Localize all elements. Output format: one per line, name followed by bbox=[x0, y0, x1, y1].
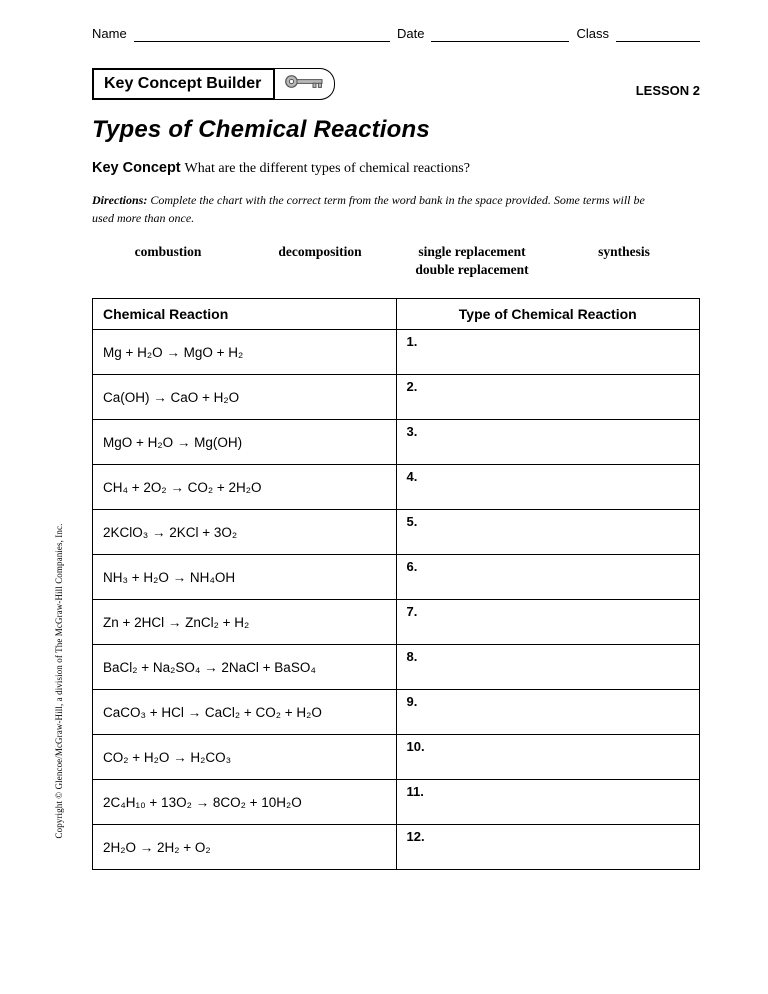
column-header-chemical-reaction: Chemical Reaction bbox=[93, 299, 397, 330]
reaction-table bbox=[92, 298, 700, 870]
column-header-type-of-reaction: Type of Chemical Reaction bbox=[396, 299, 700, 330]
word-bank-term-single-replacement: single replacement bbox=[418, 244, 526, 259]
reaction-formula: Mg + H₂O → MgO + H₂ bbox=[93, 330, 397, 375]
table-row bbox=[93, 825, 700, 870]
table-row bbox=[93, 420, 700, 465]
reaction-formula: 2C₄H₁₀ + 13O₂ → 8CO₂ + 10H₂O bbox=[93, 780, 397, 825]
date-label: Date bbox=[397, 26, 425, 41]
row-number: 1. bbox=[406, 334, 418, 350]
row-number: 9. bbox=[406, 694, 418, 710]
answer-cell bbox=[396, 375, 700, 420]
key-concept-question: What are the different types of chemical reactions? bbox=[184, 161, 470, 176]
date-blank-line bbox=[431, 27, 569, 42]
key-concept-builder-title: Key Concept Builder bbox=[104, 75, 262, 92]
page-title: Types of Chemical Reactions bbox=[92, 116, 430, 143]
class-label: Class bbox=[576, 26, 609, 41]
row-number: 3. bbox=[406, 424, 418, 440]
answer-cell bbox=[396, 510, 700, 555]
reaction-formula: Ca(OH) → CaO + H₂O bbox=[93, 375, 397, 420]
row-number: 11. bbox=[406, 784, 424, 800]
table-row bbox=[93, 690, 700, 735]
table-row bbox=[93, 600, 700, 645]
directions bbox=[92, 191, 664, 227]
table-row bbox=[93, 645, 700, 690]
answer-cell bbox=[396, 780, 700, 825]
lesson-badge: LESSON 2 bbox=[635, 83, 700, 98]
name-label: Name bbox=[92, 26, 127, 41]
answer-cell bbox=[396, 420, 700, 465]
name-blank-line bbox=[134, 27, 390, 42]
key-concept-line bbox=[92, 159, 700, 177]
copyright-notice: Copyright © Glencoe/McGraw-Hill, a division of The McGraw-Hill Companies, Inc. bbox=[54, 523, 64, 839]
reaction-formula: 2H₂O → 2H₂ + O₂ bbox=[93, 825, 397, 870]
word-bank-term-decomposition: decomposition bbox=[278, 244, 362, 259]
row-number: 10. bbox=[406, 739, 425, 755]
reaction-table-body bbox=[93, 330, 700, 870]
reaction-formula: 2KClO₃ → 2KCl + 3O₂ bbox=[93, 510, 397, 555]
answer-cell bbox=[396, 825, 700, 870]
key-concept-label: Key Concept bbox=[92, 160, 181, 176]
row-number: 12. bbox=[406, 829, 425, 845]
reaction-formula: CaCO₃ + HCl → CaCl₂ + CO₂ + H₂O bbox=[93, 690, 397, 735]
directions-text: Complete the chart with the correct term from the word bank in the space provided. Some terms will be used more than once. bbox=[92, 193, 645, 225]
table-header-row bbox=[93, 299, 700, 330]
word-bank-term-replacement bbox=[396, 243, 548, 278]
row-number: 5. bbox=[406, 514, 418, 530]
answer-cell bbox=[396, 555, 700, 600]
table-row bbox=[93, 510, 700, 555]
answer-cell bbox=[396, 645, 700, 690]
reaction-formula: CH₄ + 2O₂ → CO₂ + 2H₂O bbox=[93, 465, 397, 510]
key-concept-builder-box bbox=[92, 68, 275, 100]
word-bank-term-synthesis: synthesis bbox=[598, 244, 650, 259]
row-number: 4. bbox=[406, 469, 418, 485]
row-number: 2. bbox=[406, 379, 418, 395]
table-row bbox=[93, 735, 700, 780]
reaction-formula: CO₂ + H₂O → H₂CO₃ bbox=[93, 735, 397, 780]
class-blank-line bbox=[616, 27, 700, 42]
row-number: 6. bbox=[406, 559, 418, 575]
word-bank-term-combustion: combustion bbox=[134, 244, 202, 259]
table-row bbox=[93, 375, 700, 420]
key-icon-tab bbox=[273, 68, 335, 100]
word-bank-term-double-replacement: double replacement bbox=[415, 261, 529, 277]
table-row bbox=[93, 780, 700, 825]
answer-cell bbox=[396, 600, 700, 645]
row-number: 7. bbox=[406, 604, 418, 620]
answer-cell bbox=[396, 330, 700, 375]
reaction-formula: BaCl₂ + Na₂SO₄ → 2NaCl + BaSO₄ bbox=[93, 645, 397, 690]
reaction-formula: NH₃ + H₂O → NH₄OH bbox=[93, 555, 397, 600]
table-row bbox=[93, 330, 700, 375]
word-bank bbox=[92, 243, 700, 278]
answer-cell bbox=[396, 465, 700, 510]
answer-cell bbox=[396, 690, 700, 735]
reaction-formula: MgO + H₂O → Mg(OH) bbox=[93, 420, 397, 465]
table-row bbox=[93, 555, 700, 600]
table-row bbox=[93, 465, 700, 510]
directions-label: Directions: bbox=[92, 193, 148, 207]
key-icon bbox=[284, 73, 324, 95]
reaction-formula: Zn + 2HCl → ZnCl₂ + H₂ bbox=[93, 600, 397, 645]
answer-cell bbox=[396, 735, 700, 780]
worksheet-header bbox=[92, 68, 700, 100]
row-number: 8. bbox=[406, 649, 418, 665]
student-info-line bbox=[92, 26, 700, 42]
